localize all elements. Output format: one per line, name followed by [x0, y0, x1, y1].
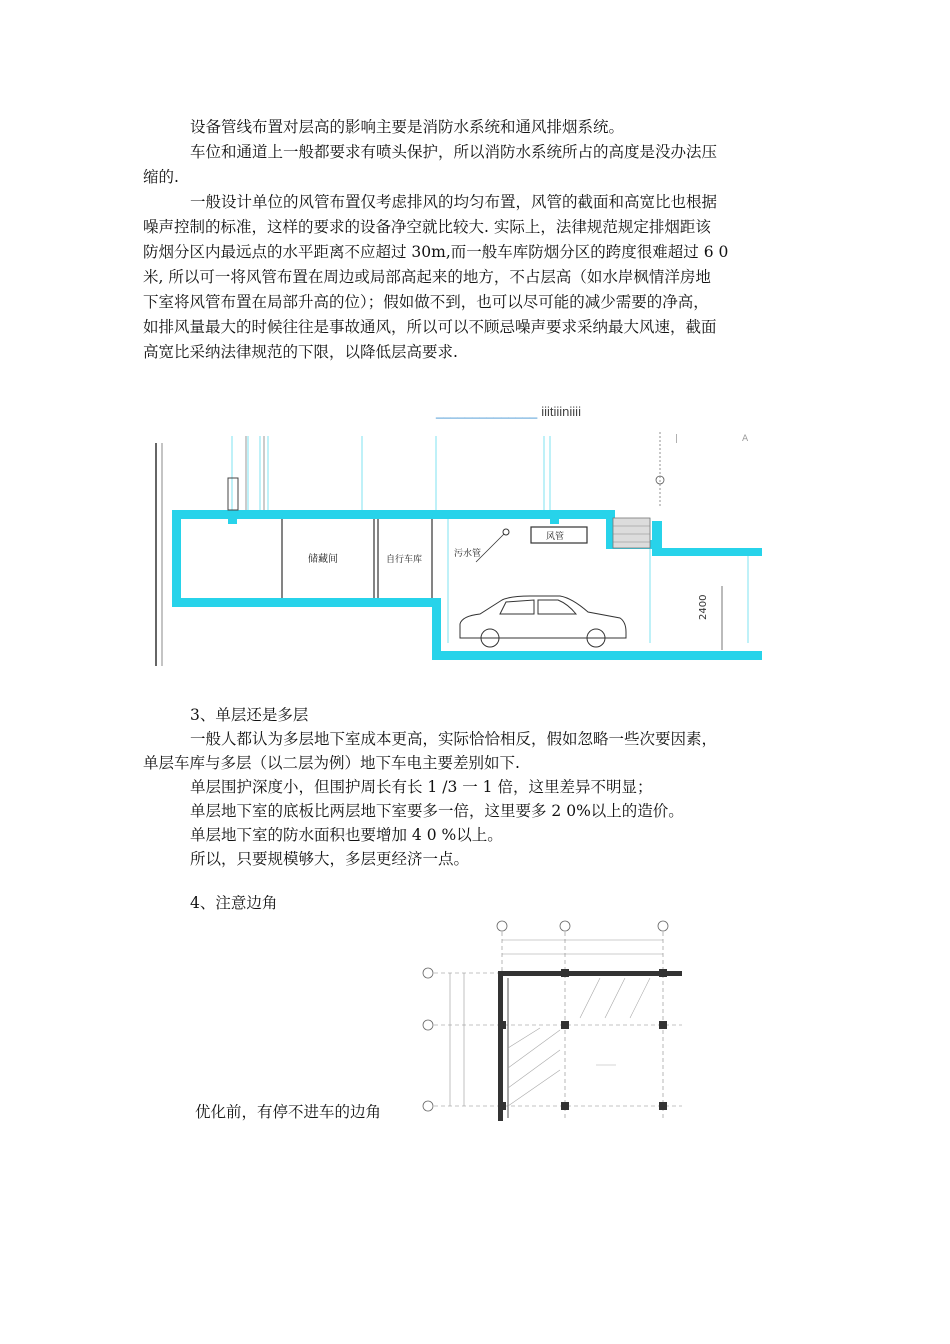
- sewage-pipe-label: 污水管: [454, 549, 482, 559]
- figure-caption: [436, 404, 581, 419]
- caption-text: iiitiiiniiii: [541, 404, 581, 419]
- svg-text:|: |: [675, 434, 679, 444]
- basement-section-figure: [150, 428, 762, 670]
- corner-plan-figure: [420, 918, 690, 1128]
- paragraph-line: 单层车库与多层（以二层为例）地下车电主要差别如下.: [143, 754, 520, 772]
- paragraph-line: 单层围护深度小，但围护周长有长 1 /3 一 1 倍，这里差异不明显；: [190, 778, 653, 796]
- paragraph-line: 噪声控制的标准，这样的要求的设备净空就比较大. 实际上，法律规范规定排烟距该: [143, 218, 711, 236]
- storage-label: 储藏间: [308, 554, 338, 565]
- paragraph-line: 如排风量最大的时候往往是事故通风，所以可以不顾忌噪声要求采纳最大风速，截面: [143, 318, 717, 336]
- section-heading: 4、注意边角: [190, 894, 278, 912]
- paragraph-line: 防烟分区内最远点的水平距离不应超过 30m,而一般车库防烟分区的跨度很难超过 6 0: [143, 243, 729, 261]
- paragraph-line: 米, 所以可一将风管布置在周边或局部高起来的地方，不占层高（如水岸枫情洋房地: [143, 268, 711, 286]
- caption-underline: ______________: [436, 404, 538, 419]
- bike-room-label: 自行车库: [386, 555, 423, 565]
- car-icon: [460, 596, 626, 647]
- figure-caption: 优化前，有停不进车的边角: [195, 1103, 382, 1121]
- paragraph-line: 单层地下室的防水面积也要增加 4 0 %以上。: [190, 826, 503, 844]
- svg-text:A: A: [742, 434, 749, 444]
- paragraph-line: 所以，只要规模够大，多层更经济一点。: [190, 850, 470, 868]
- paragraph-line: 单层地下室的底板比两层地下室要多一倍，这里要多 2 0%以上的造价。: [190, 802, 684, 820]
- paragraph-line: 高宽比采纳法律规范的下限，以降低层高要求.: [143, 343, 458, 361]
- section-heading: 3、单层还是多层: [190, 706, 309, 724]
- height-dimension: 2400: [698, 594, 709, 620]
- duct-label: 风管: [546, 532, 565, 542]
- paragraph-line: 缩的.: [143, 168, 179, 186]
- paragraph-line: 下室将风管布置在局部升高的位）；假如做不到，也可以尽可能的减少需要的净高，: [143, 293, 709, 311]
- paragraph-line: 一般人都认为多层地下室成本更高，实际恰恰相反，假如忽略一些次要因素，: [190, 730, 718, 748]
- paragraph-line: 车位和通道上一般都要求有喷头保护，所以消防水系统所占的高度是没办法压: [190, 143, 718, 161]
- paragraph-line: 一般设计单位的风管布置仅考虑排风的均匀布置，风管的截面和高宽比也根据: [190, 193, 718, 211]
- paragraph-line: 设备管线布置对层高的影响主要是消防水系统和通风排烟系统。: [190, 118, 625, 136]
